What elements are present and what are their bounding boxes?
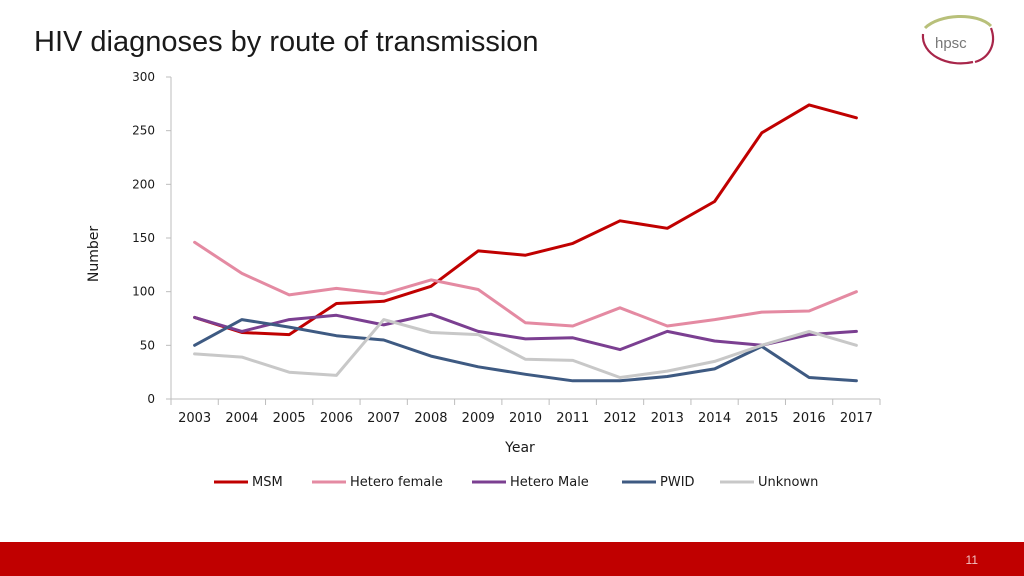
legend-label-pwid: PWID (660, 475, 695, 490)
x-tick-label: 2007 (367, 411, 401, 426)
y-axis-title: Number (86, 225, 102, 283)
y-axis (132, 70, 171, 406)
y-tick-label: 100 (132, 284, 155, 299)
legend-label-msm: MSM (252, 475, 283, 490)
y-tick-label: 0 (147, 392, 155, 406)
footer-bar (0, 542, 1024, 576)
y-tick-label: 50 (139, 338, 155, 353)
x-tick-label: 2005 (272, 411, 306, 426)
y-tick-label: 150 (132, 231, 155, 245)
y-tick-label: 250 (132, 123, 155, 138)
x-tick-label: 2003 (178, 411, 212, 426)
slide-title: HIV diagnoses by route of transmission (34, 26, 539, 58)
page-number: 11 (965, 553, 978, 567)
logo-text: hpsc (935, 35, 967, 52)
x-tick-label: 2016 (792, 411, 826, 426)
x-tick-label: 2009 (461, 411, 495, 426)
x-tick-label: 2004 (225, 411, 259, 426)
legend (214, 475, 818, 490)
x-axis-title: Year (505, 440, 535, 456)
x-axis (171, 399, 880, 426)
x-tick-label: 2006 (319, 411, 353, 426)
series-lines (195, 105, 857, 381)
legend-label-unknown: Unknown (758, 475, 819, 490)
x-tick-label: 2008 (414, 411, 448, 426)
x-tick-label: 2011 (556, 411, 590, 426)
x-tick-label: 2013 (650, 411, 684, 426)
x-tick-label: 2015 (745, 411, 779, 426)
y-tick-label: 200 (132, 177, 155, 192)
legend-label-hetero-male: Hetero Male (510, 475, 589, 490)
x-tick-label: 2012 (603, 411, 637, 426)
legend-label-hetero-female: Hetero female (350, 475, 443, 490)
x-tick-label: 2010 (508, 411, 543, 426)
series-line-msm (195, 105, 857, 335)
x-tick-label: 2017 (839, 411, 873, 426)
y-tick-label: 300 (132, 70, 155, 84)
x-tick-label: 2014 (698, 411, 732, 426)
